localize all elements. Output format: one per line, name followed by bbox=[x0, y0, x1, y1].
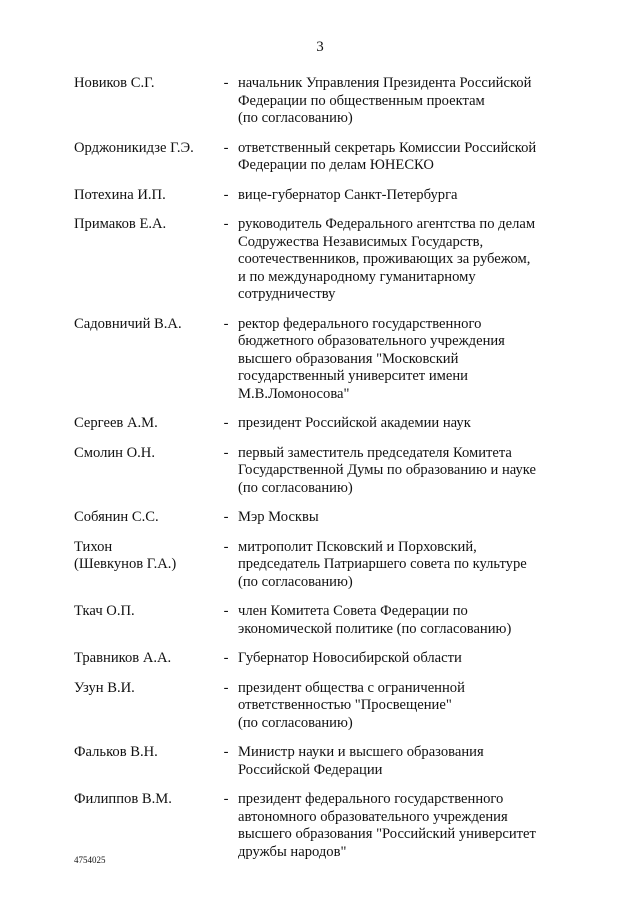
member-role: митрополит Псковский и Порховский, председатель Патриаршего совета по культуре (по согласованию) bbox=[238, 538, 527, 590]
member-role: президент федерального государственного автономного образовательного учреждения высшего образования "Российский университет дружбы народов" bbox=[238, 791, 536, 860]
member-name: Сергеев А.М. bbox=[74, 415, 158, 431]
dash-separator: - bbox=[223, 744, 229, 760]
member-name: Садовничий В.А. bbox=[74, 315, 182, 332]
list-item bbox=[74, 650, 574, 668]
list-item bbox=[74, 216, 574, 304]
member-name: Новиков С.Г. bbox=[74, 75, 155, 91]
list-item bbox=[74, 603, 574, 638]
dash-separator: - bbox=[223, 186, 229, 203]
dash-separator: - bbox=[223, 650, 229, 666]
member-name: Травников А.А. bbox=[74, 650, 172, 666]
member-role: ответственный секретарь Комиссии Российской Федерации по делам ЮНЕСКО bbox=[238, 139, 537, 173]
list-item bbox=[74, 509, 574, 527]
document-code: 4754025 bbox=[74, 855, 106, 865]
member-list bbox=[74, 75, 574, 873]
dash-separator: - bbox=[223, 791, 229, 807]
member-role: член Комитета Совета Федерации по экономической политике (по согласованию) bbox=[238, 603, 512, 637]
dash-separator: - bbox=[223, 216, 229, 232]
member-role: начальник Управления Президента Российской Федерации по общественным проектам (по согласованию) bbox=[238, 75, 532, 126]
member-name: Смолин О.Н. bbox=[74, 444, 155, 461]
member-name: Собянин С.С. bbox=[74, 509, 159, 525]
dash-separator: - bbox=[223, 679, 229, 696]
dash-separator: - bbox=[223, 75, 229, 91]
member-name: Фальков В.Н. bbox=[74, 744, 158, 760]
dash-separator: - bbox=[223, 509, 229, 525]
member-name: Тихон (Шевкунов Г.А.) bbox=[74, 538, 177, 572]
member-role: Мэр Москвы bbox=[238, 509, 319, 525]
list-item bbox=[74, 680, 574, 733]
list-item bbox=[74, 316, 574, 404]
member-name: Филиппов В.М. bbox=[74, 791, 172, 807]
member-role: Губернатор Новосибирской области bbox=[238, 650, 462, 666]
dash-separator: - bbox=[223, 139, 229, 156]
member-role: Министр науки и высшего образования Российской Федерации bbox=[238, 744, 484, 778]
list-item bbox=[74, 539, 574, 592]
member-role: ректор федерального государственного бюджетного образовательного учреждения высшего образования "Московский государственный университет имени М.В.Ломоносова" bbox=[238, 315, 505, 402]
dash-separator: - bbox=[223, 444, 229, 461]
page-number: 3 bbox=[316, 39, 324, 55]
member-name: Примаков Е.А. bbox=[74, 216, 167, 232]
member-name: Орджоникидзе Г.Э. bbox=[74, 139, 194, 156]
list-item bbox=[74, 791, 574, 861]
dash-separator: - bbox=[223, 603, 229, 619]
member-role: президент Российской академии наук bbox=[238, 415, 471, 431]
member-name: Потехина И.П. bbox=[74, 186, 166, 203]
member-name: Узун В.И. bbox=[74, 679, 135, 696]
dash-separator: - bbox=[223, 538, 229, 555]
list-item bbox=[74, 187, 574, 205]
list-item bbox=[74, 415, 574, 433]
list-item bbox=[74, 140, 574, 175]
list-item bbox=[74, 744, 574, 779]
dash-separator: - bbox=[223, 415, 229, 431]
member-role: первый заместитель председателя Комитета Государственной Думы по образованию и науке (по согласованию) bbox=[238, 444, 537, 496]
member-name: Ткач О.П. bbox=[74, 603, 135, 619]
list-item bbox=[74, 445, 574, 498]
member-role: президент общества с ограниченной ответственностью "Просвещение" (по согласованию) bbox=[238, 679, 465, 731]
member-role: вице-губернатор Санкт-Петербурга bbox=[238, 186, 458, 203]
member-role: руководитель Федерального агентства по делам Содружества Независимых Государств, соотечественников, проживающих за рубежом, и по международному гуманитарному сотрудничеству bbox=[238, 216, 536, 302]
dash-separator: - bbox=[223, 315, 229, 332]
list-item bbox=[74, 75, 574, 128]
